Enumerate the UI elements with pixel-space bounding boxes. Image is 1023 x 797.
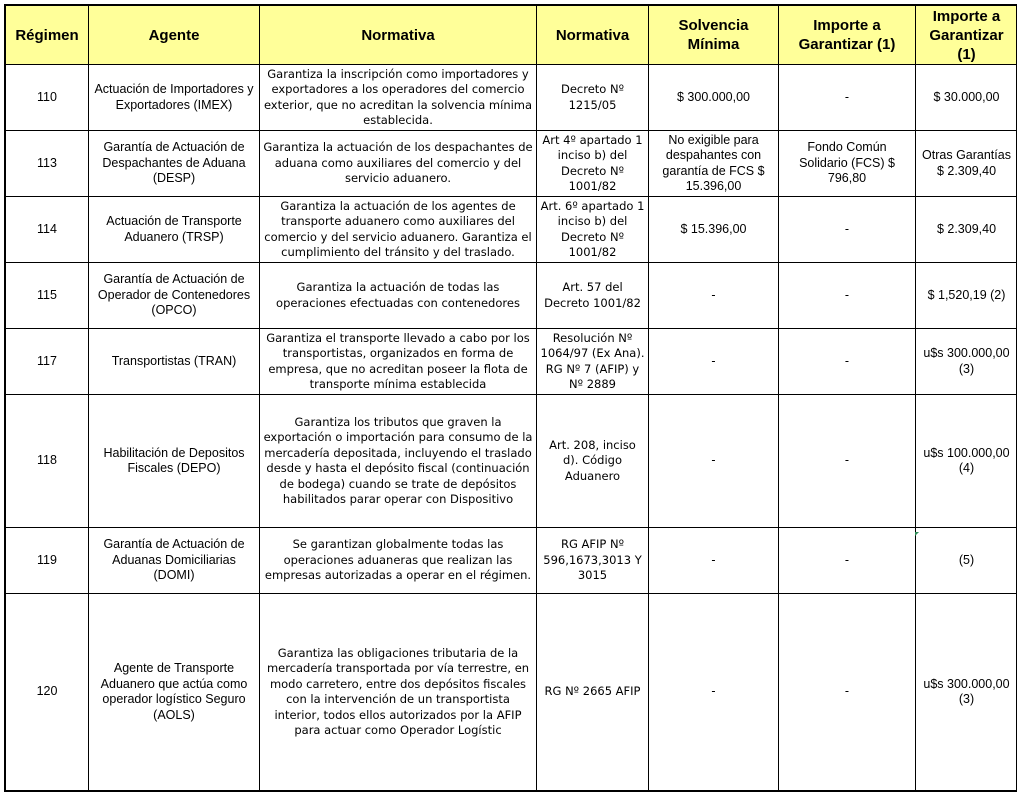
regimen-cell: 114 (6, 197, 89, 263)
descripcion-cell: Garantiza la actuación de todas las operaciones efectuadas con contenedores (260, 263, 537, 329)
header-importe-garantizar: Importe a Garantizar (1) (779, 6, 916, 65)
normativa-cell: Art. 6º apartado 1 inciso b) del Decreto Nº 1001/82 (537, 197, 649, 263)
importe-garantizar-2-cell: u$s 100.000,00 (4) (916, 395, 1018, 528)
agente-cell: Garantía de Actuación de Despachantes de Aduana (DESP) (89, 131, 260, 197)
importe-garantizar-2-cell: $ 30.000,00 (916, 65, 1018, 131)
table-row (6, 594, 1018, 791)
header-solvencia-minima: Solvencia Mínima (649, 6, 779, 65)
table-row (6, 65, 1018, 131)
agente-cell: Transportistas (TRAN) (89, 329, 260, 395)
descripcion-cell: Garantiza los tributos que graven la exportación o importación para consumo de la mercadería depositada, incluyendo el traslado desde y hasta el depósito fiscal (continuación de bodega) cuando se trate de depósitos habilitados parar operar con Dispositivo (260, 395, 537, 528)
regimen-cell: 113 (6, 131, 89, 197)
importe-garantizar-2-cell: u$s 300.000,00 (3) (916, 594, 1018, 791)
agente-cell: Habilitación de Depositos Fiscales (DEPO) (89, 395, 260, 528)
solvencia-minima-cell: - (649, 395, 779, 528)
regimen-cell: 119 (6, 528, 89, 594)
solvencia-minima-cell: - (649, 528, 779, 594)
table-row (6, 263, 1018, 329)
table-row (6, 131, 1018, 197)
table-row (6, 329, 1018, 395)
cell-comment-marker (915, 532, 919, 536)
header-normativa: Normativa (537, 6, 649, 65)
importe-garantizar-2-cell: $ 2.309,40 (916, 197, 1018, 263)
importe-garantizar-2-cell: (5) (916, 528, 1018, 594)
descripcion-cell: Se garantizan globalmente todas las operaciones aduaneras que realizan las empresas autorizadas a operar en el régimen. (260, 528, 537, 594)
importe-garantizar-2-cell: $ 1,520,19 (2) (916, 263, 1018, 329)
regimen-cell: 117 (6, 329, 89, 395)
regimen-cell: 120 (6, 594, 89, 791)
descripcion-cell: Garantiza la actuación de los agentes de transporte aduanero como auxiliares del comercio y del servicio aduanero. Garantiza el cumplimiento del tránsito y del traslado. (260, 197, 537, 263)
regimen-cell: 110 (6, 65, 89, 131)
spreadsheet-table-container (4, 4, 1017, 792)
normativa-cell: Art. 208, inciso d). Código Aduanero (537, 395, 649, 528)
normativa-cell: Art. 57 del Decreto 1001/82 (537, 263, 649, 329)
importe-garantizar-cell: - (779, 594, 916, 791)
solvencia-minima-cell: $ 15.396,00 (649, 197, 779, 263)
importe-garantizar-cell: - (779, 395, 916, 528)
importe-garantizar-2-cell: Otras Garantías $ 2.309,40 (916, 131, 1018, 197)
importe-garantizar-cell: Fondo Común Solidario (FCS) $ 796,80 (779, 131, 916, 197)
regimen-cell: 115 (6, 263, 89, 329)
importe-garantizar-cell: - (779, 329, 916, 395)
header-regimen: Régimen (6, 6, 89, 65)
agente-cell: Agente de Transporte Aduanero que actúa como operador logístico Seguro (AOLS) (89, 594, 260, 791)
normativa-cell: Resolución Nº 1064/97 (Ex Ana). RG Nº 7 (AFIP) y Nº 2889 (537, 329, 649, 395)
table-row (6, 395, 1018, 528)
header-normativa-descripcion: Normativa (260, 6, 537, 65)
descripcion-cell: Garantiza el transporte llevado a cabo por los transportistas, organizados en forma de empresa, que no acreditan poseer la flota de transporte mínima establecida (260, 329, 537, 395)
solvencia-minima-cell: $ 300.000,00 (649, 65, 779, 131)
solvencia-minima-cell: - (649, 329, 779, 395)
solvencia-minima-cell: - (649, 263, 779, 329)
descripcion-cell: Garantiza la actuación de los despachantes de aduana como auxiliares del comercio y del servicio aduanero. (260, 131, 537, 197)
solvencia-minima-cell: No exigible para despahantes con garantía de FCS $ 15.396,00 (649, 131, 779, 197)
normativa-cell: RG Nº 2665 AFIP (537, 594, 649, 791)
importe-garantizar-cell: - (779, 528, 916, 594)
agente-cell: Actuación de Importadores y Exportadores (IMEX) (89, 65, 260, 131)
agente-cell: Garantía de Actuación de Operador de Contenedores (OPCO) (89, 263, 260, 329)
normativa-cell: Decreto Nº 1215/05 (537, 65, 649, 131)
regimen-cell: 118 (6, 395, 89, 528)
header-importe-garantizar-2: Importe a Garantizar (1) (916, 6, 1018, 65)
importe-garantizar-cell: - (779, 65, 916, 131)
regimen-table (5, 5, 1017, 791)
descripcion-cell: Garantiza la inscripción como importadores y exportadores a los operadores del comercio exterior, que no acreditan la solvencia mínima establecida. (260, 65, 537, 131)
importe-garantizar-2-cell: u$s 300.000,00 (3) (916, 329, 1018, 395)
header-row (6, 6, 1018, 65)
descripcion-cell: Garantiza las obligaciones tributaria de la mercadería transportada por vía terrestre, en modo carretero, entre dos depósitos fiscales con la intervención de un transportista interior, todos ellos autorizados por la AFIP para actuar como Operador Logístic (260, 594, 537, 791)
normativa-cell: Art 4º apartado 1 inciso b) del Decreto Nº 1001/82 (537, 131, 649, 197)
table-row (6, 197, 1018, 263)
normativa-cell: RG AFIP Nº 596,1673,3013 Y 3015 (537, 528, 649, 594)
solvencia-minima-cell: - (649, 594, 779, 791)
header-agente: Agente (89, 6, 260, 65)
importe-garantizar-cell: - (779, 263, 916, 329)
agente-cell: Garantía de Actuación de Aduanas Domiciliarias (DOMI) (89, 528, 260, 594)
importe-garantizar-cell: - (779, 197, 916, 263)
agente-cell: Actuación de Transporte Aduanero (TRSP) (89, 197, 260, 263)
table-row (6, 528, 1018, 594)
